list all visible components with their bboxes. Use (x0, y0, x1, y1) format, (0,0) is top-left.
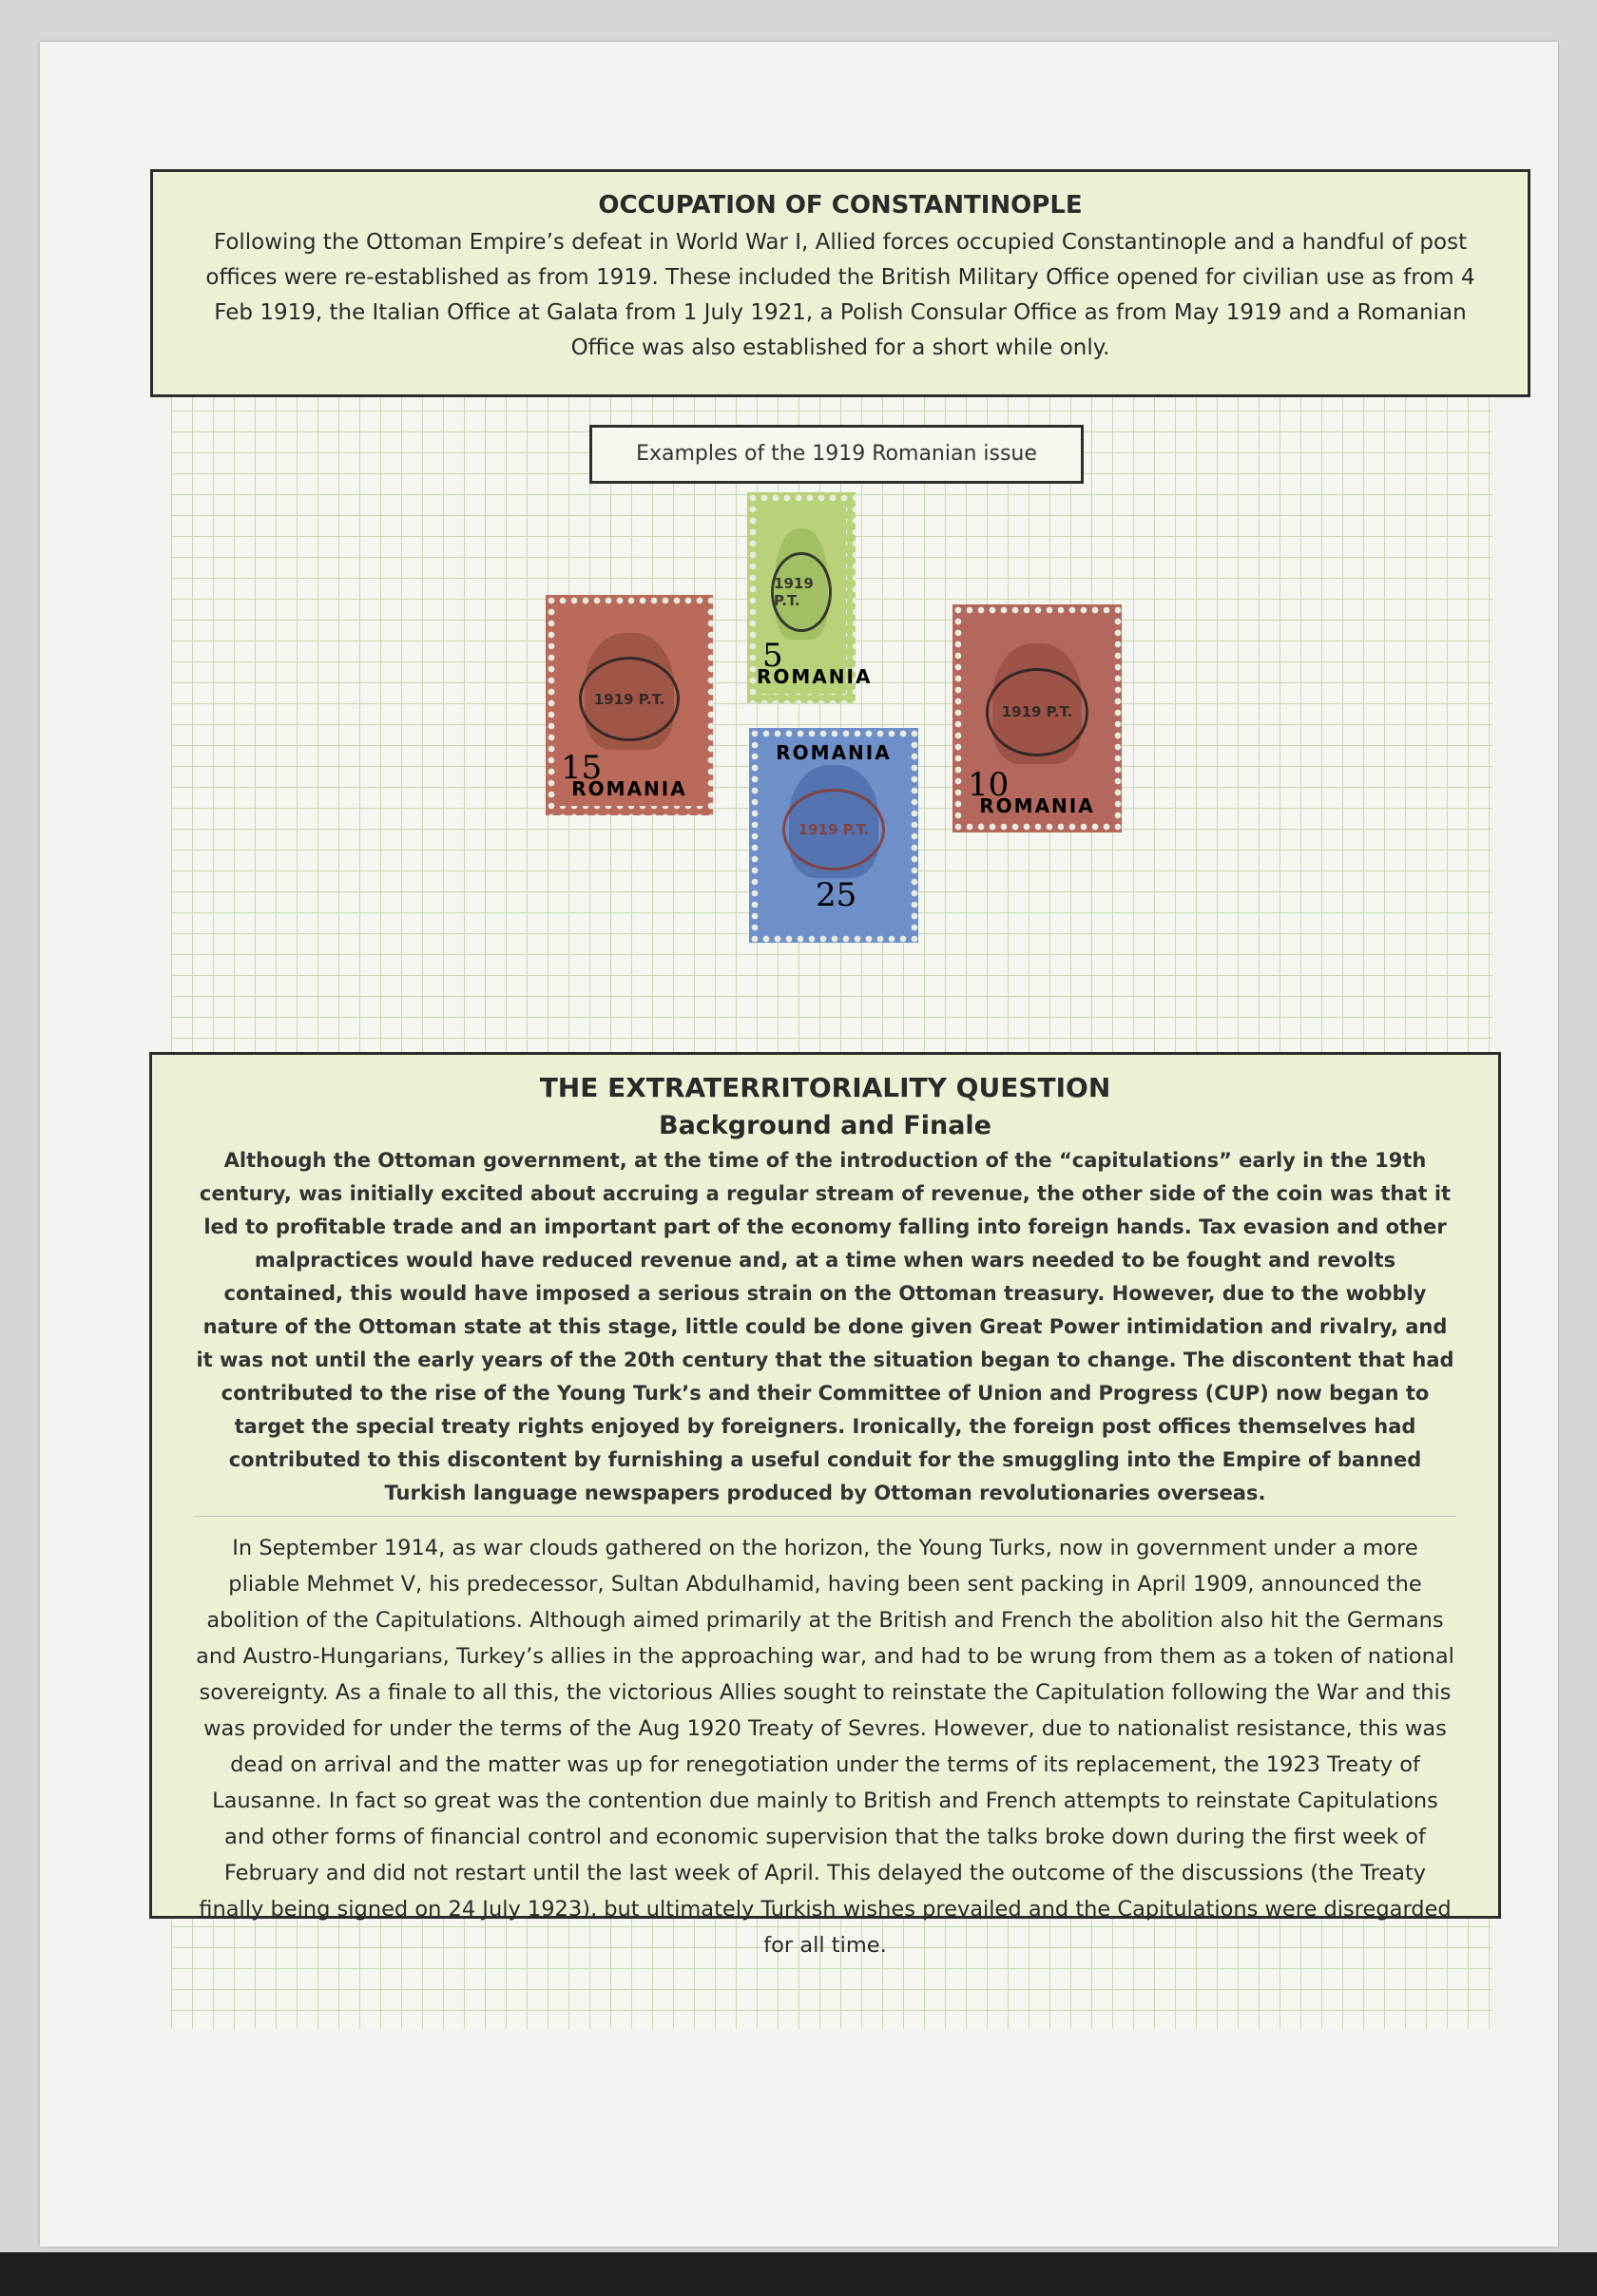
stamp-green-5-bani (747, 492, 873, 703)
stamp-blue-25 (749, 728, 918, 943)
overprint-cancel: 1919 P.T. (771, 552, 832, 633)
stamp-value: 10 (968, 766, 1010, 804)
section-title: THE EXTRATERRITORIALITY QUESTION (539, 1072, 1111, 1103)
finale-paragraph: In September 1914, as war clouds gathered on the horizon, the Young Turks, now in government under a more pliable Mehmet V, his predecessor, Sultan Abdulhamid, having been sent packing in April 1909, announced the abolition of the Capitulations. Although aimed primarily at the British and French the abolition also hit the Germans and Austro-Hungarians, Turkey’s allies in the approaching war, and had to be wrung from them as a token of national sovereignty. As a finale to all this, the victorious Allies sought to reinstate the Capitulation following the War and this was provided for under the terms of the Aug 1920 Treaty of Sevres. However, due to nationalist resistance, this was dead on arrival and the matter was up for renegotiation under the terms of its replacement, the 1923 Treaty of Lausanne. In fact so great was the contention due mainly to British and French attempts to reinstate Capitulations and other forms of financial control and economic supervision that the talks broke down during the first week of February and did not restart until the last week of April. This delayed the outcome of the discussions (the Treaty finally being signed on 24 July 1923), but ultimately Turkish wishes prevailed and the Capitulations were disregarded for all time. (196, 1536, 1454, 1958)
stamp-red-left (546, 595, 713, 815)
stamp-country-label: ROMANIA (757, 665, 873, 688)
stamp-value: 15 (561, 749, 603, 787)
paragraph-divider (194, 1516, 1456, 1517)
occupation-text: Following the Ottoman Empire’s defeat in World War I, Allied forces occupied Constantinople and a handful of post offices were re-established as from 1919. These included the British Military Office opened for civilian use as from 4 Feb 1919, the Italian Office at Galata from 1 July 1921, a Polish Consular Office as from May 1919 and a Romanian Office was also established for a short while only. (205, 230, 1475, 360)
stamp-red-right-10 (952, 604, 1122, 832)
overprint-cancel: 1919 P.T. (579, 657, 680, 741)
stamp-value: 25 (816, 876, 857, 914)
background-paragraph: Although the Ottoman government, at the time of the introduction of the “capitulations” early in the 19th century, was initially excited about accruing a regular stream of revenue, the other side of the coin was that it led to profitable trade and an important part of the economy falling into foreign hands. Tax evasion and other malpractices would have reduced revenue and, at a time when wars needed to be fought and revolts contained, this would have imposed a serious strain on the Ottoman treasury. However, due to the wobbly nature of the Ottoman state at this stage, little could be done given Great Power intimidation and rivalry, and it was not until the early years of the 20th century that the situation began to change. The discontent that had contributed to the rise of the Young Turk’s and their Committee of Union and Progress (CUP) now began to target the special treaty rights enjoyed by foreigners. Ironically, the foreign post offices themselves had contributed to this discontent by furnishing a useful conduit for the smuggling into the Empire of banned Turkish language newspapers produced by Ottoman revolutionaries overseas. (196, 1149, 1454, 1504)
extraterritoriality-text-box (149, 1052, 1501, 1958)
graph-paper-grid-top (171, 390, 1492, 1055)
stamp-country-label: ROMANIA (776, 741, 892, 764)
stamp-caption: Examples of the 1919 Romanian issue (589, 425, 1084, 484)
section-subtitle: Background and Finale (659, 1111, 991, 1140)
occupation-text-box (150, 169, 1530, 397)
stamp-value: 5 (762, 637, 783, 675)
overprint-cancel: 1919 P.T. (986, 668, 1087, 756)
scanner-edge (0, 2252, 1597, 2296)
occupation-heading: OCCUPATION OF CONSTANTINOPLE (598, 191, 1083, 220)
stamp-country-label: ROMANIA (979, 794, 1095, 817)
stamp-country-label: ROMANIA (571, 777, 687, 800)
overprint-cancel: 1919 P.T. (782, 789, 884, 871)
